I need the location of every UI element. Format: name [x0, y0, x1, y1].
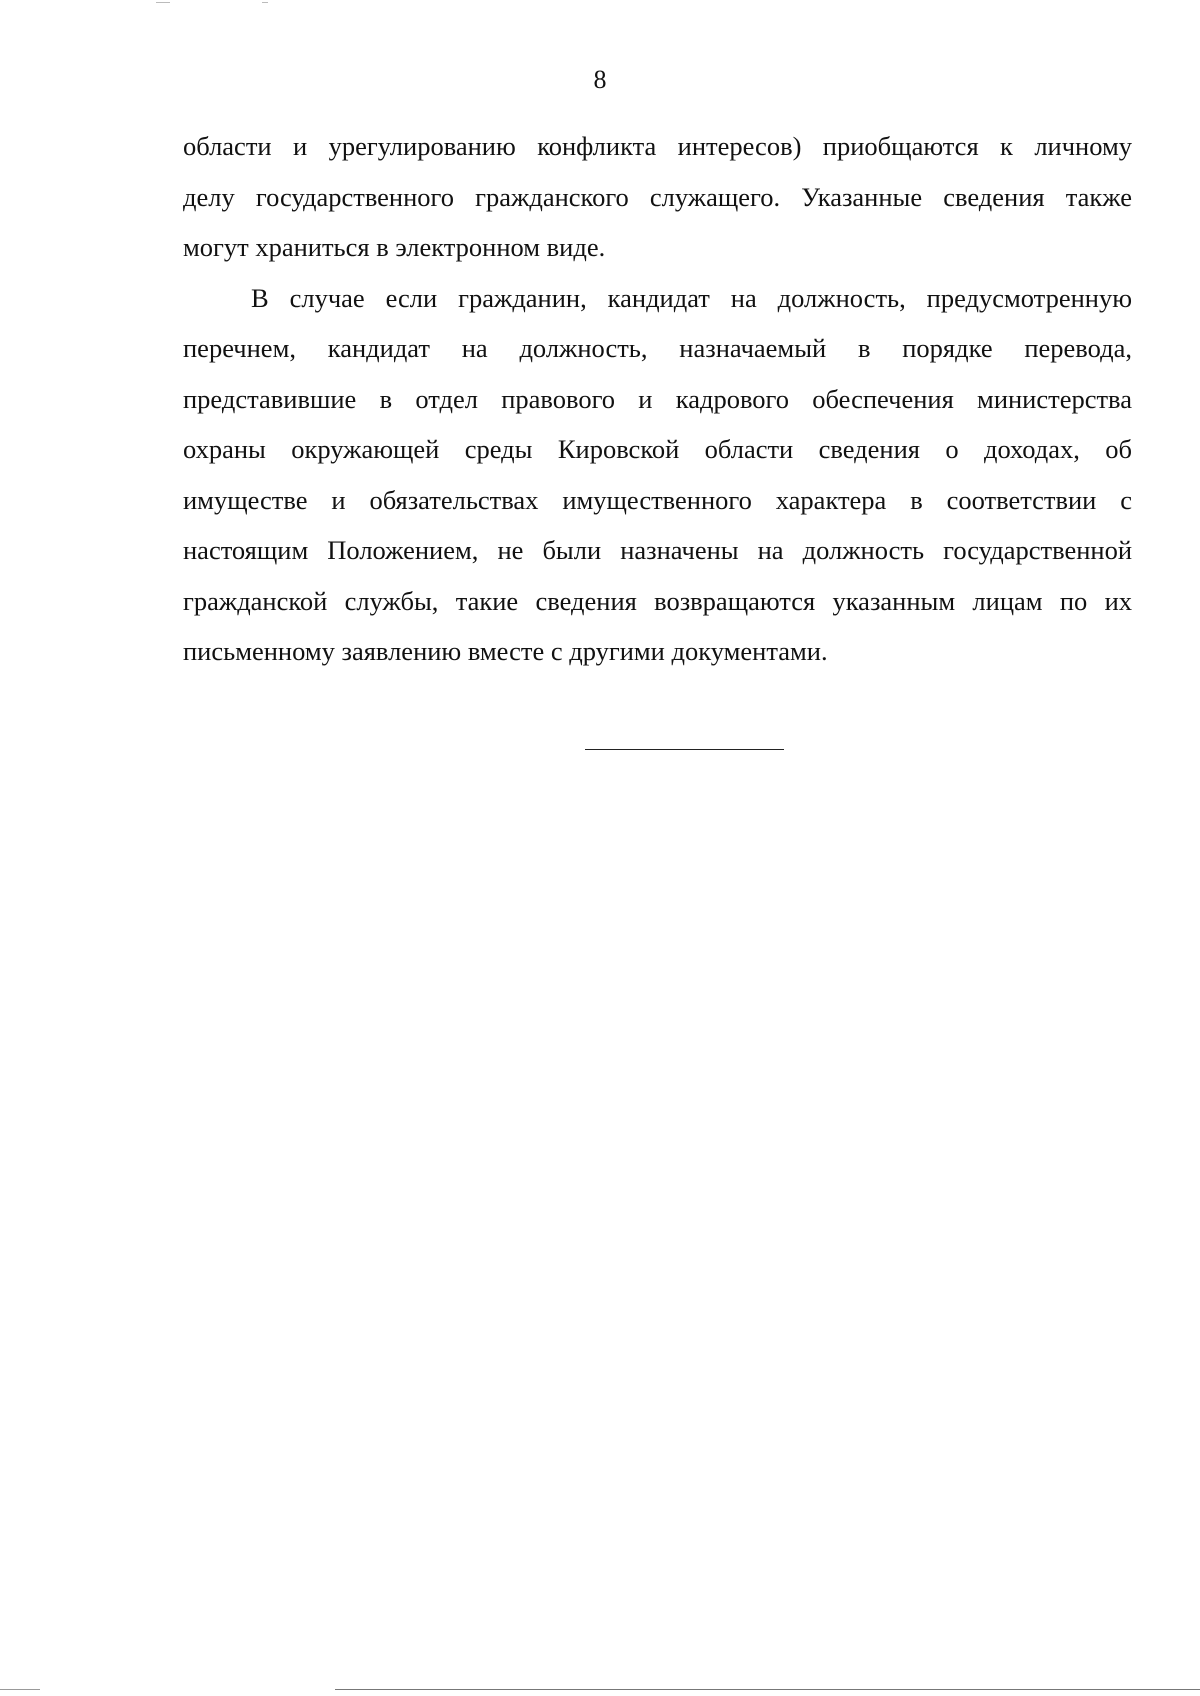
- text-line: настоящим Положением, не были назначены на должность государственной: [183, 535, 1132, 565]
- text-line: области и урегулированию конфликта интересов) приобщаются к личному: [183, 131, 1132, 161]
- text-line: делу государственного гражданского служащего. Указанные сведения также: [183, 181, 1132, 212]
- document-body: [183, 121, 1132, 677]
- scan-artifact: [156, 2, 170, 3]
- text-line: представившие в отдел правового и кадрового обеспечения министерства: [183, 383, 1132, 414]
- scan-artifact: [0, 1689, 40, 1690]
- paragraph-2: [183, 273, 1132, 677]
- text-line: перечнем, кандидат на должность, назначаемый в порядке перевода,: [183, 333, 1132, 363]
- end-separator-line: [585, 749, 784, 750]
- page-number: 8: [593, 65, 607, 94]
- scan-artifact: [262, 2, 268, 3]
- text-line: могут храниться в электронном виде.: [183, 232, 606, 262]
- text-line: имуществе и обязательствах имущественного характера в соответствии с: [183, 484, 1132, 515]
- text-line: охраны окружающей среды Кировской области сведения о доходах, об: [183, 434, 1132, 464]
- scan-artifact: [335, 1689, 1200, 1690]
- text-line: письменному заявлению вместе с другими документами.: [183, 636, 828, 666]
- text-line: гражданской службы, такие сведения возвращаются указанным лицам по их: [183, 585, 1132, 616]
- text-line: В случае если гражданин, кандидат на должность, предусмотренную: [251, 282, 1132, 313]
- paragraph-1: [183, 121, 1132, 273]
